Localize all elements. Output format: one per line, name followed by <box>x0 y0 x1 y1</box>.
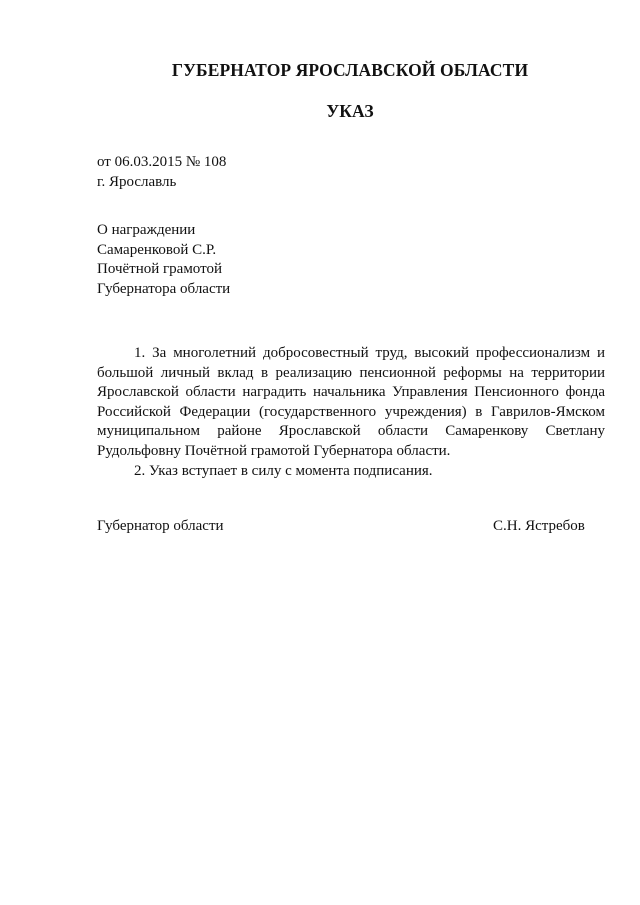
document-subject <box>97 221 230 299</box>
document-type-heading: УКАЗ <box>326 101 374 121</box>
document-meta <box>97 152 226 192</box>
subject-line: Почётной грамотой <box>97 261 222 277</box>
document-place: г. Ярославль <box>97 174 177 190</box>
document-authority-heading: ГУБЕРНАТОР ЯРОСЛАВСКОЙ ОБЛАСТИ <box>171 60 529 80</box>
signature-role: Губернатор области <box>97 518 224 534</box>
signature-name: С.Н. Ястребов <box>493 518 585 534</box>
document-body <box>97 344 605 481</box>
subject-line: О награждении <box>97 222 196 238</box>
subject-line: Самаренковой С.Р. <box>97 241 217 258</box>
body-paragraph-2: 2. Указ вступает в силу с момента подписания. <box>134 462 433 479</box>
subject-line: Губернатора области <box>97 280 231 297</box>
body-paragraph-1: 1. За многолетний добросовестный труд, высокий профессионализм и большой личный вклад в реализацию пенсионной реформы на территории Ярославской области наградить начальника Управления Пенсионного фонда Российской Федерации (государственного учреждения) в Гаврилов-Ямском муниципальном районе Ярославской области Самаренкову Светлану Рудольфовну Почётной грамотой Губернатора области. <box>97 345 605 459</box>
document-date-number: от 06.03.2015 № 108 <box>97 154 227 170</box>
